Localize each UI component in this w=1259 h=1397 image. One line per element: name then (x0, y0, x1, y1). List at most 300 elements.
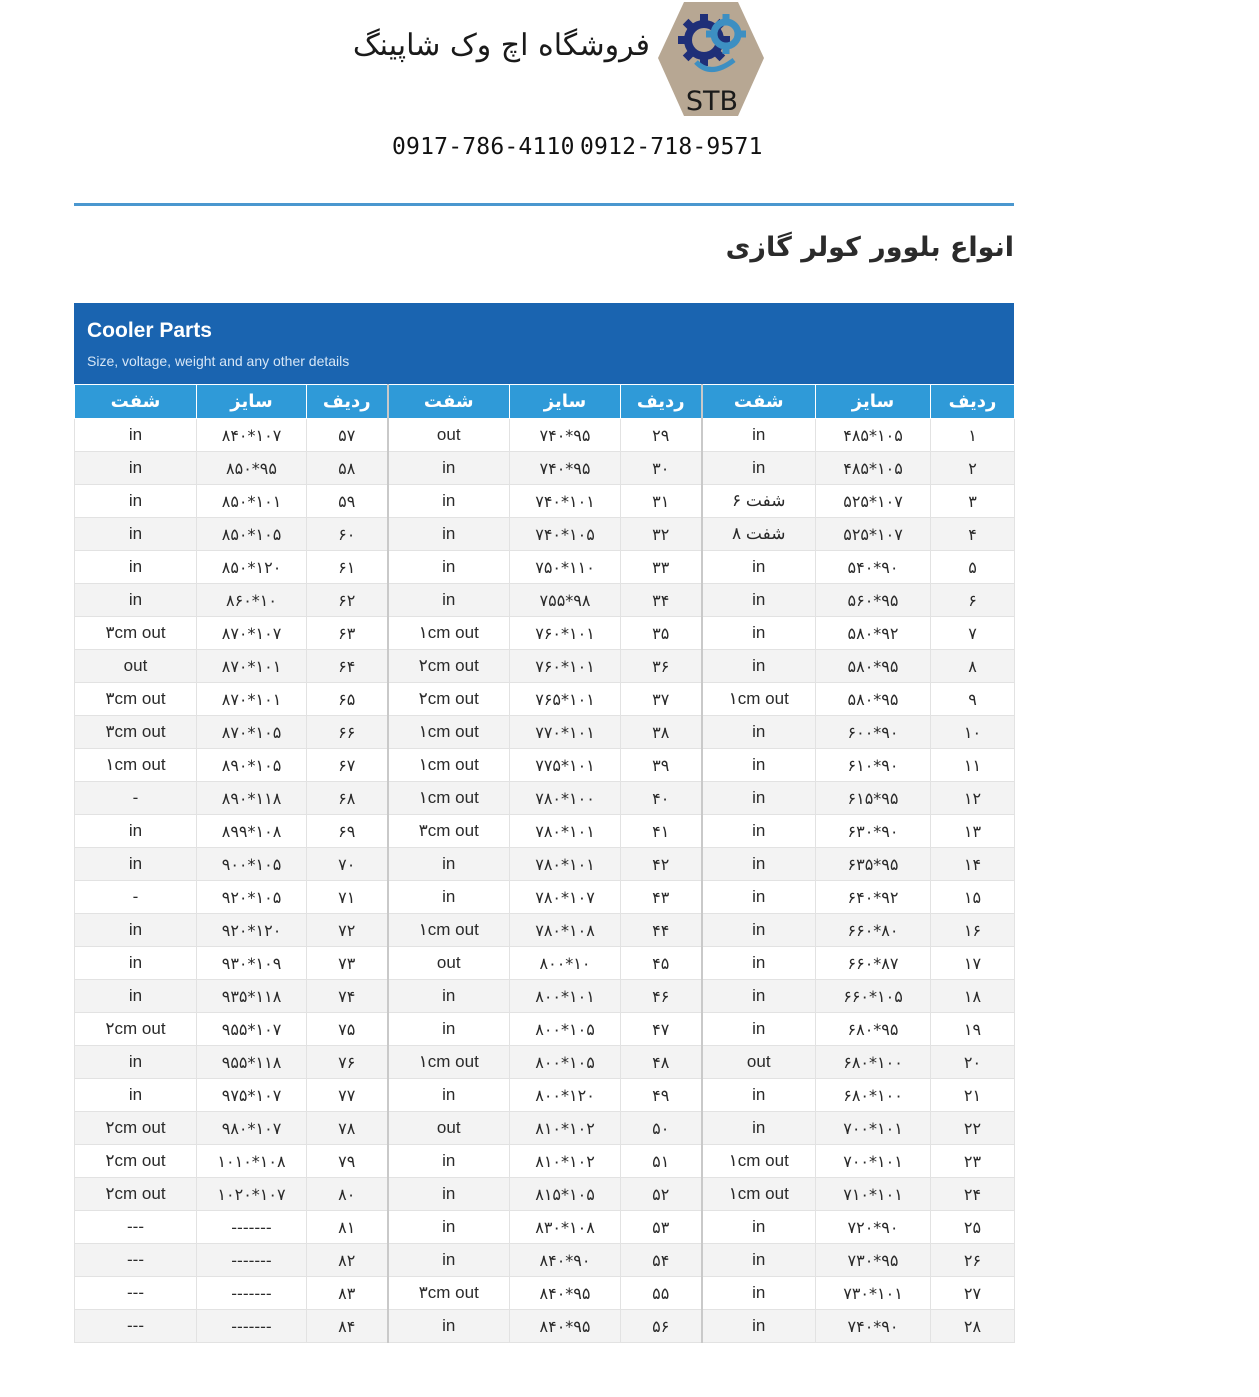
table-banner (74, 303, 1014, 384)
row-number-cell: ۶۸ (307, 782, 388, 815)
size-cell: ۸۹۰*۱۱۸ (197, 782, 307, 815)
shaft-cell: in (75, 848, 197, 881)
row-number-cell: ۵۱ (621, 1145, 702, 1178)
shaft-cell: in (702, 617, 816, 650)
row-number-cell: ۴۹ (621, 1079, 702, 1112)
size-cell: ۹۵۵*۱۰۷ (197, 1013, 307, 1046)
row-number-cell: ۱۰ (931, 716, 1015, 749)
phone-number-2[interactable]: 0917-786-4110 (392, 134, 575, 160)
row-number-cell: ۸۱ (307, 1211, 388, 1244)
row-number-cell: ۲۹ (621, 419, 702, 452)
size-cell: ۸۴۰*۹۰ (510, 1244, 621, 1277)
table-row (75, 1244, 1015, 1277)
row-number-cell: ۲۱ (931, 1079, 1015, 1112)
row-number-cell: ۷۱ (307, 881, 388, 914)
header-row-number: ردیف (621, 385, 702, 419)
shaft-cell: ۲cm out (75, 1112, 197, 1145)
table-row (75, 980, 1015, 1013)
size-cell: ۱۰۱۰*۱۰۸ (197, 1145, 307, 1178)
size-cell: ۷۰۰*۱۰۱ (816, 1112, 931, 1145)
size-cell: ۸۱۰*۱۰۲ (510, 1145, 621, 1178)
row-number-cell: ۷۷ (307, 1079, 388, 1112)
size-cell: ۷۸۰*۱۰۱ (510, 848, 621, 881)
table-row (75, 782, 1015, 815)
header-divider (74, 203, 1014, 206)
row-number-cell: ۳۸ (621, 716, 702, 749)
table-row (75, 947, 1015, 980)
row-number-cell: ۶۱ (307, 551, 388, 584)
row-number-cell: ۵۲ (621, 1178, 702, 1211)
size-cell: ۶۶۰*۸۰ (816, 914, 931, 947)
size-cell: ۵۲۵*۱۰۷ (816, 518, 931, 551)
size-cell: ۷۷۵*۱۰۱ (510, 749, 621, 782)
row-number-cell: ۴۰ (621, 782, 702, 815)
table-row (75, 848, 1015, 881)
shaft-cell: out (388, 419, 510, 452)
shaft-cell: in (388, 1178, 510, 1211)
row-number-cell: ۶۹ (307, 815, 388, 848)
size-cell: ۶۰۰*۹۰ (816, 716, 931, 749)
row-number-cell: ۳۷ (621, 683, 702, 716)
size-cell: ۹۲۰*۱۲۰ (197, 914, 307, 947)
phone-number-1[interactable]: 0912-718-9571 (580, 134, 763, 160)
size-cell: ۸۵۰*۱۲۰ (197, 551, 307, 584)
table-row (75, 1145, 1015, 1178)
row-number-cell: ۲۴ (931, 1178, 1015, 1211)
row-number-cell: ۲۷ (931, 1277, 1015, 1310)
row-number-cell: ۳ (931, 485, 1015, 518)
shaft-cell: --- (75, 1310, 197, 1343)
shaft-cell: in (388, 980, 510, 1013)
row-number-cell: ۴۴ (621, 914, 702, 947)
row-number-cell: ۸۴ (307, 1310, 388, 1343)
shaft-cell: in (702, 1079, 816, 1112)
row-number-cell: ۱۱ (931, 749, 1015, 782)
shaft-cell: in (702, 815, 816, 848)
row-number-cell: ۲۲ (931, 1112, 1015, 1145)
size-cell: ۷۴۰*۹۵ (510, 419, 621, 452)
shaft-cell: ۱cm out (702, 1145, 816, 1178)
row-number-cell: ۷۹ (307, 1145, 388, 1178)
shaft-cell: in (388, 452, 510, 485)
size-cell: ۶۱۵*۹۵ (816, 782, 931, 815)
row-number-cell: ۴۲ (621, 848, 702, 881)
row-number-cell: ۲ (931, 452, 1015, 485)
shaft-cell: in (75, 485, 197, 518)
shaft-cell: ۳cm out (388, 815, 510, 848)
row-number-cell: ۷۳ (307, 947, 388, 980)
size-cell: ۶۶۰*۱۰۵ (816, 980, 931, 1013)
shaft-cell: ۲cm out (75, 1178, 197, 1211)
shaft-cell: in (388, 848, 510, 881)
size-cell: ۷۴۰*۱۰۵ (510, 518, 621, 551)
row-number-cell: ۵۳ (621, 1211, 702, 1244)
size-cell: ۶۸۰*۱۰۰ (816, 1079, 931, 1112)
table-subtitle: Size, voltage, weight and any other details (87, 353, 350, 369)
size-cell: ۷۸۰*۱۰۷ (510, 881, 621, 914)
size-cell: ۵۸۰*۹۲ (816, 617, 931, 650)
row-number-cell: ۶ (931, 584, 1015, 617)
size-cell: ۹۸۰*۱۰۷ (197, 1112, 307, 1145)
header-shaft: شفت (75, 385, 197, 419)
shaft-cell: in (702, 749, 816, 782)
header-size: سایز (510, 385, 621, 419)
size-cell: ۸۰۰*۱۲۰ (510, 1079, 621, 1112)
shaft-cell: in (702, 914, 816, 947)
size-cell: ۷۳۰*۹۵ (816, 1244, 931, 1277)
shaft-cell: ۳cm out (75, 683, 197, 716)
shaft-cell: in (702, 419, 816, 452)
size-cell: ۸۰۰*۱۰ (510, 947, 621, 980)
row-number-cell: ۳۰ (621, 452, 702, 485)
row-number-cell: ۹ (931, 683, 1015, 716)
shaft-cell: --- (75, 1211, 197, 1244)
row-number-cell: ۶۷ (307, 749, 388, 782)
row-number-cell: ۵ (931, 551, 1015, 584)
size-cell: ۹۷۵*۱۰۷ (197, 1079, 307, 1112)
shaft-cell: in (388, 485, 510, 518)
row-number-cell: ۳۳ (621, 551, 702, 584)
size-cell: ------- (197, 1211, 307, 1244)
shaft-cell: in (702, 1112, 816, 1145)
row-number-cell: ۴۳ (621, 881, 702, 914)
size-cell: ۶۸۰*۹۵ (816, 1013, 931, 1046)
table-row (75, 1046, 1015, 1079)
size-cell: ۸۴۰*۱۰۷ (197, 419, 307, 452)
shaft-cell: ۲cm out (388, 650, 510, 683)
row-number-cell: ۱۳ (931, 815, 1015, 848)
size-cell: ۶۳۵*۹۵ (816, 848, 931, 881)
table-header-row (75, 385, 1015, 419)
row-number-cell: ۶۳ (307, 617, 388, 650)
row-number-cell: ۴۵ (621, 947, 702, 980)
row-number-cell: ۴ (931, 518, 1015, 551)
row-number-cell: ۴۱ (621, 815, 702, 848)
shaft-cell: in (75, 584, 197, 617)
table-row (75, 914, 1015, 947)
shaft-cell: ۱cm out (388, 914, 510, 947)
size-cell: ۵۴۰*۹۰ (816, 551, 931, 584)
header-size: سایز (197, 385, 307, 419)
size-cell: ۹۵۵*۱۱۸ (197, 1046, 307, 1079)
shaft-cell: in (702, 584, 816, 617)
size-cell: ۷۷۰*۱۰۱ (510, 716, 621, 749)
shaft-cell: out (388, 1112, 510, 1145)
size-cell: ۸۱۰*۱۰۲ (510, 1112, 621, 1145)
shaft-cell: in (702, 650, 816, 683)
size-cell: ۸۷۰*۱۰۵ (197, 716, 307, 749)
table-row (75, 1112, 1015, 1145)
shaft-cell: in (75, 1079, 197, 1112)
row-number-cell: ۸ (931, 650, 1015, 683)
shaft-cell: ۱cm out (388, 617, 510, 650)
shaft-cell: in (388, 551, 510, 584)
shaft-cell: out (702, 1046, 816, 1079)
size-cell: ------- (197, 1310, 307, 1343)
shaft-cell: ۱cm out (75, 749, 197, 782)
parts-grid (74, 384, 1015, 1343)
row-number-cell: ۷ (931, 617, 1015, 650)
size-cell: ۶۶۰*۸۷ (816, 947, 931, 980)
shaft-cell: in (75, 518, 197, 551)
table-title: Cooler Parts (87, 319, 212, 342)
size-cell: ۸۶۰*۱۰ (197, 584, 307, 617)
table-row (75, 1310, 1015, 1343)
size-cell: ۷۴۰*۹۵ (510, 452, 621, 485)
header-row-number: ردیف (307, 385, 388, 419)
shaft-cell: in (702, 881, 816, 914)
table-row (75, 419, 1015, 452)
row-number-cell: ۱ (931, 419, 1015, 452)
row-number-cell: ۵۸ (307, 452, 388, 485)
logo-text: STB (685, 86, 739, 117)
shaft-cell: in (75, 947, 197, 980)
shaft-cell: in (702, 947, 816, 980)
row-number-cell: ۶۴ (307, 650, 388, 683)
shaft-cell: in (702, 980, 816, 1013)
shaft-cell: ۱cm out (388, 716, 510, 749)
shaft-cell: in (75, 815, 197, 848)
size-cell: ۸۹۹*۱۰۸ (197, 815, 307, 848)
shaft-cell: in (702, 1211, 816, 1244)
row-number-cell: ۱۲ (931, 782, 1015, 815)
table-row (75, 1079, 1015, 1112)
shaft-cell: in (702, 1013, 816, 1046)
row-number-cell: ۶۶ (307, 716, 388, 749)
size-cell: ۴۸۵*۱۰۵ (816, 452, 931, 485)
size-cell: ۷۲۰*۹۰ (816, 1211, 931, 1244)
shaft-cell: ۱cm out (388, 749, 510, 782)
size-cell: ۸۷۰*۱۰۷ (197, 617, 307, 650)
row-number-cell: ۷۶ (307, 1046, 388, 1079)
table-row (75, 584, 1015, 617)
shaft-cell: in (75, 980, 197, 1013)
row-number-cell: ۲۶ (931, 1244, 1015, 1277)
size-cell: ۸۴۰*۹۵ (510, 1277, 621, 1310)
row-number-cell: ۲۸ (931, 1310, 1015, 1343)
size-cell: ۸۴۰*۹۵ (510, 1310, 621, 1343)
page-title: انواع بلوور کولر گازی (725, 232, 1014, 263)
row-number-cell: ۸۲ (307, 1244, 388, 1277)
shaft-cell: out (388, 947, 510, 980)
row-number-cell: ۸۳ (307, 1277, 388, 1310)
row-number-cell: ۳۶ (621, 650, 702, 683)
shaft-cell: in (388, 584, 510, 617)
row-number-cell: ۷۰ (307, 848, 388, 881)
table-row (75, 617, 1015, 650)
row-number-cell: ۵۰ (621, 1112, 702, 1145)
shaft-cell: ۲cm out (388, 683, 510, 716)
shaft-cell: ۳cm out (75, 617, 197, 650)
shaft-cell: in (388, 1079, 510, 1112)
row-number-cell: ۳۴ (621, 584, 702, 617)
size-cell: ۵۲۵*۱۰۷ (816, 485, 931, 518)
shaft-cell: - (75, 782, 197, 815)
row-number-cell: ۶۰ (307, 518, 388, 551)
size-cell: ۸۵۰*۱۰۵ (197, 518, 307, 551)
row-number-cell: ۸۰ (307, 1178, 388, 1211)
table-row (75, 1013, 1015, 1046)
header-row-number: ردیف (931, 385, 1015, 419)
size-cell: ۸۹۰*۱۰۵ (197, 749, 307, 782)
size-cell: ۸۰۰*۱۰۱ (510, 980, 621, 1013)
shaft-cell: in (75, 452, 197, 485)
shaft-cell: in (388, 881, 510, 914)
size-cell: ۴۸۵*۱۰۵ (816, 419, 931, 452)
shaft-cell: in (702, 452, 816, 485)
size-cell: ۶۳۰*۹۰ (816, 815, 931, 848)
size-cell: ۷۴۰*۹۰ (816, 1310, 931, 1343)
shaft-cell: ۱cm out (702, 1178, 816, 1211)
row-number-cell: ۵۷ (307, 419, 388, 452)
header-size: سایز (816, 385, 931, 419)
row-number-cell: ۱۶ (931, 914, 1015, 947)
header (0, 0, 1259, 200)
shaft-cell: --- (75, 1277, 197, 1310)
cooler-parts-table (74, 303, 1014, 1343)
size-cell: ------- (197, 1277, 307, 1310)
table-row (75, 749, 1015, 782)
size-cell: ۹۳۰*۱۰۹ (197, 947, 307, 980)
table-row (75, 551, 1015, 584)
shaft-cell: out (75, 650, 197, 683)
table-row (75, 683, 1015, 716)
row-number-cell: ۱۷ (931, 947, 1015, 980)
size-cell: ۷۴۰*۱۰۱ (510, 485, 621, 518)
size-cell: ۸۰۰*۱۰۵ (510, 1013, 621, 1046)
row-number-cell: ۷۲ (307, 914, 388, 947)
shaft-cell: ۱cm out (388, 782, 510, 815)
shaft-cell: in (388, 518, 510, 551)
shaft-cell: in (75, 914, 197, 947)
table-row (75, 815, 1015, 848)
size-cell: ۷۶۵*۱۰۱ (510, 683, 621, 716)
table-row (75, 1277, 1015, 1310)
shaft-cell: in (388, 1211, 510, 1244)
size-cell: ۸۷۰*۱۰۱ (197, 683, 307, 716)
row-number-cell: ۴۶ (621, 980, 702, 1013)
table-row (75, 716, 1015, 749)
row-number-cell: ۳۱ (621, 485, 702, 518)
row-number-cell: ۲۳ (931, 1145, 1015, 1178)
row-number-cell: ۳۹ (621, 749, 702, 782)
row-number-cell: ۲۵ (931, 1211, 1015, 1244)
size-cell: ۶۸۰*۱۰۰ (816, 1046, 931, 1079)
size-cell: ۵۶۰*۹۵ (816, 584, 931, 617)
size-cell: ۷۸۰*۱۰۱ (510, 815, 621, 848)
row-number-cell: ۵۹ (307, 485, 388, 518)
table-row (75, 452, 1015, 485)
size-cell: ۷۱۰*۱۰۱ (816, 1178, 931, 1211)
row-number-cell: ۷۴ (307, 980, 388, 1013)
size-cell: ۷۰۰*۱۰۱ (816, 1145, 931, 1178)
row-number-cell: ۱۵ (931, 881, 1015, 914)
size-cell: ۸۵۰*۱۰۱ (197, 485, 307, 518)
table-row (75, 881, 1015, 914)
size-cell: ------- (197, 1244, 307, 1277)
size-cell: ۹۲۰*۱۰۵ (197, 881, 307, 914)
shaft-cell: in (388, 1244, 510, 1277)
row-number-cell: ۴۸ (621, 1046, 702, 1079)
shaft-cell: شفت ۸ (702, 518, 816, 551)
table-row (75, 650, 1015, 683)
shaft-cell: in (702, 1310, 816, 1343)
row-number-cell: ۲۰ (931, 1046, 1015, 1079)
shop-name: فروشگاه اچ وک شاپینگ (352, 28, 650, 63)
row-number-cell: ۴۷ (621, 1013, 702, 1046)
store-logo-icon (656, 0, 766, 118)
shaft-cell: in (75, 1046, 197, 1079)
row-number-cell: ۱۸ (931, 980, 1015, 1013)
size-cell: ۶۱۰*۹۰ (816, 749, 931, 782)
table-body (75, 419, 1015, 1343)
header-shaft: شفت (388, 385, 510, 419)
table-row (75, 518, 1015, 551)
shaft-cell: in (702, 551, 816, 584)
row-number-cell: ۵۵ (621, 1277, 702, 1310)
size-cell: ۵۸۰*۹۵ (816, 683, 931, 716)
size-cell: ۸۰۰*۱۰۵ (510, 1046, 621, 1079)
shaft-cell: ۲cm out (75, 1145, 197, 1178)
row-number-cell: ۵۶ (621, 1310, 702, 1343)
table-row (75, 485, 1015, 518)
size-cell: ۸۳۰*۱۰۸ (510, 1211, 621, 1244)
shaft-cell: in (388, 1145, 510, 1178)
size-cell: ۶۴۰*۹۲ (816, 881, 931, 914)
row-number-cell: ۳۲ (621, 518, 702, 551)
row-number-cell: ۶۲ (307, 584, 388, 617)
size-cell: ۸۷۰*۱۰۱ (197, 650, 307, 683)
row-number-cell: ۱۴ (931, 848, 1015, 881)
shaft-cell: ۱cm out (388, 1046, 510, 1079)
shaft-cell: in (702, 848, 816, 881)
size-cell: ۷۶۰*۱۰۱ (510, 617, 621, 650)
table-row (75, 1211, 1015, 1244)
row-number-cell: ۱۹ (931, 1013, 1015, 1046)
shaft-cell: - (75, 881, 197, 914)
size-cell: ۷۳۰*۱۰۱ (816, 1277, 931, 1310)
shaft-cell: ۳cm out (75, 716, 197, 749)
size-cell: ۸۵۰*۹۵ (197, 452, 307, 485)
shaft-cell: in (702, 1244, 816, 1277)
size-cell: ۱۰۲۰*۱۰۷ (197, 1178, 307, 1211)
row-number-cell: ۶۵ (307, 683, 388, 716)
row-number-cell: ۷۵ (307, 1013, 388, 1046)
header-shaft: شفت (702, 385, 816, 419)
size-cell: ۷۸۰*۱۰۰ (510, 782, 621, 815)
shaft-cell: in (702, 1277, 816, 1310)
table-row (75, 1178, 1015, 1211)
size-cell: ۷۸۰*۱۰۸ (510, 914, 621, 947)
size-cell: ۷۵۰*۱۱۰ (510, 551, 621, 584)
shaft-cell: شفت ۶ (702, 485, 816, 518)
size-cell: ۹۰۰*۱۰۵ (197, 848, 307, 881)
shaft-cell: in (75, 551, 197, 584)
shaft-cell: --- (75, 1244, 197, 1277)
shaft-cell: in (75, 419, 197, 452)
size-cell: ۷۶۰*۱۰۱ (510, 650, 621, 683)
size-cell: ۹۳۵*۱۱۸ (197, 980, 307, 1013)
shaft-cell: ۱cm out (702, 683, 816, 716)
row-number-cell: ۵۴ (621, 1244, 702, 1277)
size-cell: ۸۱۵*۱۰۵ (510, 1178, 621, 1211)
row-number-cell: ۷۸ (307, 1112, 388, 1145)
shaft-cell: ۳cm out (388, 1277, 510, 1310)
shaft-cell: in (702, 716, 816, 749)
shaft-cell: in (388, 1013, 510, 1046)
shaft-cell: in (702, 782, 816, 815)
size-cell: ۷۵۵*۹۸ (510, 584, 621, 617)
